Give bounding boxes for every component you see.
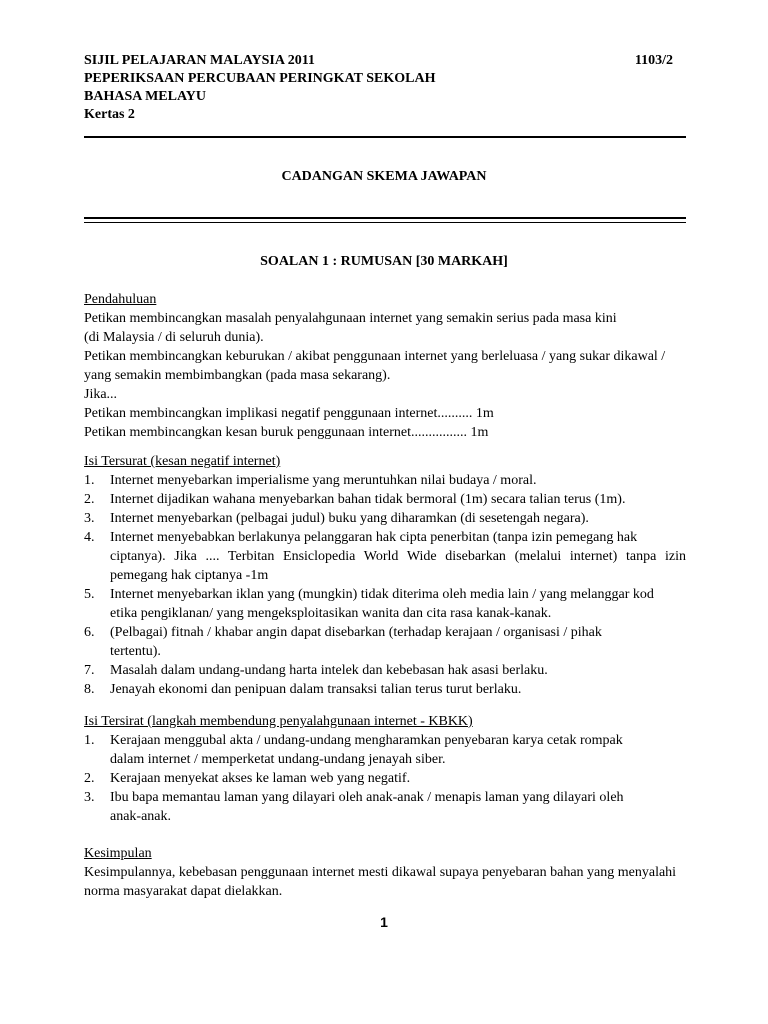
section-isi-tersurat — [84, 452, 686, 699]
header-subject: BAHASA MELAYU — [84, 89, 207, 104]
list-text: (Pelbagai) fitnah / khabar angin dapat disebarkan (terhadap kerajaan / organisasi / pihak tertentu). — [110, 625, 602, 659]
exam-header — [84, 52, 684, 124]
list-number: 1. — [84, 473, 95, 488]
header-exam-name: SIJIL PELAJARAN MALAYSIA 2011 — [84, 53, 315, 68]
list-item — [84, 769, 686, 788]
list-text: Internet menyebabkan berlakunya pelanggaran hak cipta penerbitan (tanpa izin pemegang hak ciptanya). Jika .... Terbitan Ensiclopedia World Wide disebarkan (melalui internet) tanpa izin pemegang hak ciptanya -1m — [110, 530, 686, 583]
section-heading: Pendahuluan — [84, 292, 157, 307]
list-item — [84, 788, 686, 826]
list-item — [84, 528, 686, 585]
paragraph-line: Petikan membincangkan keburukan / akibat penggunaan internet yang berleluasa / yang sukar dikawal / — [84, 349, 666, 364]
section-kesimpulan — [84, 844, 686, 901]
section-pendahuluan — [84, 290, 686, 442]
list-text: Kerajaan menggubal akta / undang-undang mengharamkan penyebaran karya cetak rompak dalam internet / memperketat undang-undang jenayah siber. — [110, 733, 623, 767]
paragraph-line: yang semakin membimbangkan (pada masa sekarang). — [84, 368, 391, 383]
paragraph-line: norma masyarakat dapat dielakkan. — [84, 884, 283, 899]
list-number: 2. — [84, 771, 95, 786]
section-heading: Kesimpulan — [84, 846, 152, 861]
list-text: Kerajaan menyekat akses ke laman web yang negatif. — [110, 771, 411, 786]
list-item — [84, 585, 686, 623]
list-text: Internet menyebarkan iklan yang (mungkin) tidak diterima oleh media lain / yang melanggar kod etika pengiklanan/ yang mengeksploitasikan wanita dan cita rasa kanak-kanak. — [110, 587, 654, 621]
list-item — [84, 661, 686, 680]
list-number: 5. — [84, 587, 95, 602]
page-number: 1 — [380, 914, 388, 930]
list-text: Masalah dalam undang-undang harta intelek dan kebebasan hak asasi berlaku. — [110, 663, 548, 678]
list-number: 3. — [84, 790, 95, 805]
question-title: SOALAN 1 : RUMUSAN [30 MARKAH] — [260, 254, 508, 269]
list-item — [84, 509, 686, 528]
list-text: Internet menyebarkan (pelbagai judul) buku yang diharamkan (di sesetengah negara). — [110, 511, 589, 526]
paragraph-line: Jika... — [84, 387, 118, 402]
paragraph-line: (di Malaysia / di seluruh dunia). — [84, 330, 264, 345]
header-paper: Kertas 2 — [84, 107, 135, 122]
title-divider-bottom — [84, 222, 686, 223]
section-heading: Isi Tersurat (kesan negatif internet) — [84, 454, 281, 469]
list-number: 7. — [84, 663, 95, 678]
header-exam-type: PEPERIKSAAN PERCUBAAN PERINGKAT SEKOLAH — [84, 71, 436, 86]
section-heading: Isi Tersirat (langkah membendung penyalahgunaan internet - KBKK) — [84, 714, 473, 729]
paragraph-line: Kesimpulannya, kebebasan penggunaan internet mesti dikawal supaya penyebaran bahan yang menyalahi — [84, 865, 677, 880]
header-divider — [84, 136, 686, 138]
list-text: Jenayah ekonomi dan penipuan dalam transaksi talian terus turut berlaku. — [110, 682, 522, 697]
list-number: 2. — [84, 492, 95, 507]
list-item — [84, 731, 686, 769]
list-item — [84, 680, 686, 699]
list-item — [84, 471, 686, 490]
list-item — [84, 490, 686, 509]
paragraph-line: Petikan membincangkan kesan buruk penggunaan internet................ 1m — [84, 425, 489, 440]
list-number: 4. — [84, 530, 95, 545]
list-number: 8. — [84, 682, 95, 697]
title-divider-top — [84, 217, 686, 219]
list-number: 3. — [84, 511, 95, 526]
list-item — [84, 623, 686, 661]
paragraph-line: Petikan membincangkan masalah penyalahgunaan internet yang semakin serius pada masa kini — [84, 311, 617, 326]
section-isi-tersirat — [84, 712, 686, 826]
paragraph-line: Petikan membincangkan implikasi negatif penggunaan internet.......... 1m — [84, 406, 494, 421]
list-number: 6. — [84, 625, 95, 640]
list-text: Ibu bapa memantau laman yang dilayari oleh anak-anak / menapis laman yang dilayari oleh anak-anak. — [110, 790, 624, 824]
list-text: Internet dijadikan wahana menyebarkan bahan tidak bermoral (1m) secara talian terus (1m). — [110, 492, 626, 507]
header-paper-code: 1103/2 — [634, 53, 673, 68]
list-text: Internet menyebarkan imperialisme yang meruntuhkan nilai budaya / moral. — [110, 473, 537, 488]
document-title: CADANGAN SKEMA JAWAPAN — [281, 169, 487, 184]
list-number: 1. — [84, 733, 95, 748]
